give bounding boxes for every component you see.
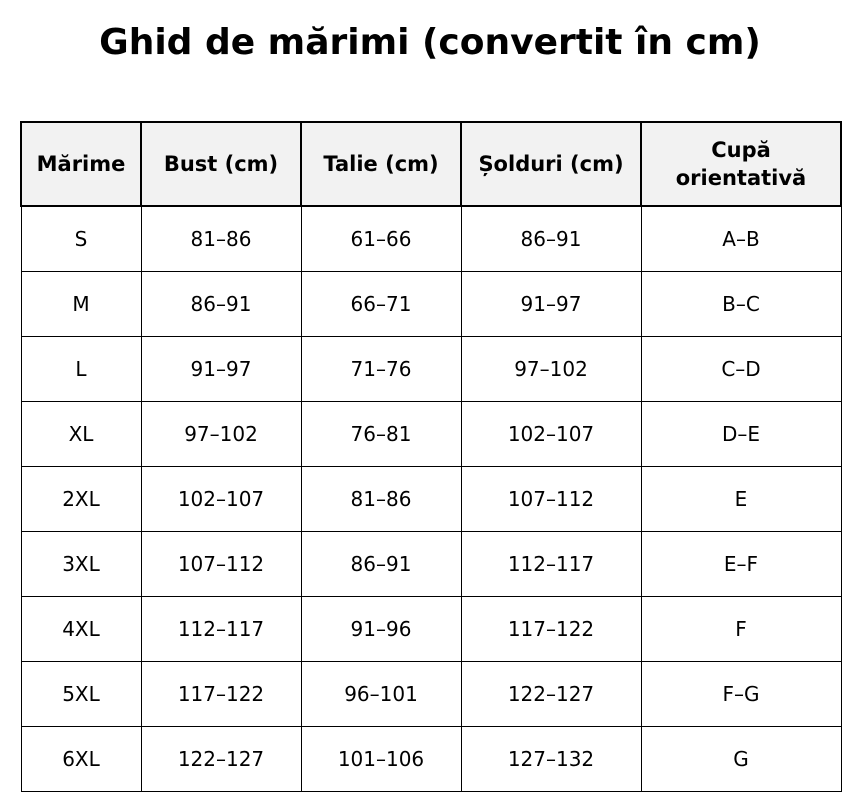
cell-waist: 86–91 — [301, 532, 461, 597]
cell-cup: F–G — [641, 662, 841, 727]
table-row — [21, 402, 841, 467]
cell-cup: E — [641, 467, 841, 532]
cell-size: 3XL — [21, 532, 141, 597]
table-row — [21, 597, 841, 662]
cell-hips: 97–102 — [461, 337, 641, 402]
cell-bust: 107–112 — [141, 532, 301, 597]
cell-size: S — [21, 206, 141, 272]
cell-bust: 102–107 — [141, 467, 301, 532]
header-size: Mărime — [21, 122, 141, 206]
cell-waist: 61–66 — [301, 206, 461, 272]
cell-bust: 81–86 — [141, 206, 301, 272]
cell-cup: C–D — [641, 337, 841, 402]
cell-size: 4XL — [21, 597, 141, 662]
cell-cup: B–C — [641, 272, 841, 337]
size-chart-table — [20, 121, 842, 792]
cell-cup: G — [641, 727, 841, 792]
header-waist: Talie (cm) — [301, 122, 461, 206]
cell-bust: 86–91 — [141, 272, 301, 337]
cell-hips: 112–117 — [461, 532, 641, 597]
cell-hips: 86–91 — [461, 206, 641, 272]
cell-bust: 91–97 — [141, 337, 301, 402]
cell-hips: 102–107 — [461, 402, 641, 467]
cell-size: 2XL — [21, 467, 141, 532]
table-row — [21, 206, 841, 272]
cell-size: XL — [21, 402, 141, 467]
page-title: Ghid de mărimi (convertit în cm) — [99, 22, 761, 63]
cell-bust: 117–122 — [141, 662, 301, 727]
cell-waist: 96–101 — [301, 662, 461, 727]
cell-size: 6XL — [21, 727, 141, 792]
cell-bust: 122–127 — [141, 727, 301, 792]
table-row — [21, 272, 841, 337]
cell-bust: 97–102 — [141, 402, 301, 467]
table-row — [21, 662, 841, 727]
cell-cup: A–B — [641, 206, 841, 272]
cell-cup: D–E — [641, 402, 841, 467]
cell-size: 5XL — [21, 662, 141, 727]
cell-waist: 76–81 — [301, 402, 461, 467]
cell-waist: 71–76 — [301, 337, 461, 402]
cell-cup: F — [641, 597, 841, 662]
table-row — [21, 532, 841, 597]
cell-waist: 101–106 — [301, 727, 461, 792]
cell-waist: 66–71 — [301, 272, 461, 337]
cell-hips: 91–97 — [461, 272, 641, 337]
cell-hips: 107–112 — [461, 467, 641, 532]
cell-waist: 91–96 — [301, 597, 461, 662]
cell-hips: 127–132 — [461, 727, 641, 792]
table-row — [21, 337, 841, 402]
header-row — [21, 122, 841, 206]
cell-size: M — [21, 272, 141, 337]
header-hips: Șolduri (cm) — [461, 122, 641, 206]
cell-cup: E–F — [641, 532, 841, 597]
table-row — [21, 467, 841, 532]
cell-size: L — [21, 337, 141, 402]
header-bust: Bust (cm) — [141, 122, 301, 206]
table-body — [21, 206, 841, 792]
header-cup: Cupă orientativă — [641, 122, 841, 206]
table-row — [21, 727, 841, 792]
cell-bust: 112–117 — [141, 597, 301, 662]
cell-waist: 81–86 — [301, 467, 461, 532]
cell-hips: 117–122 — [461, 597, 641, 662]
cell-hips: 122–127 — [461, 662, 641, 727]
